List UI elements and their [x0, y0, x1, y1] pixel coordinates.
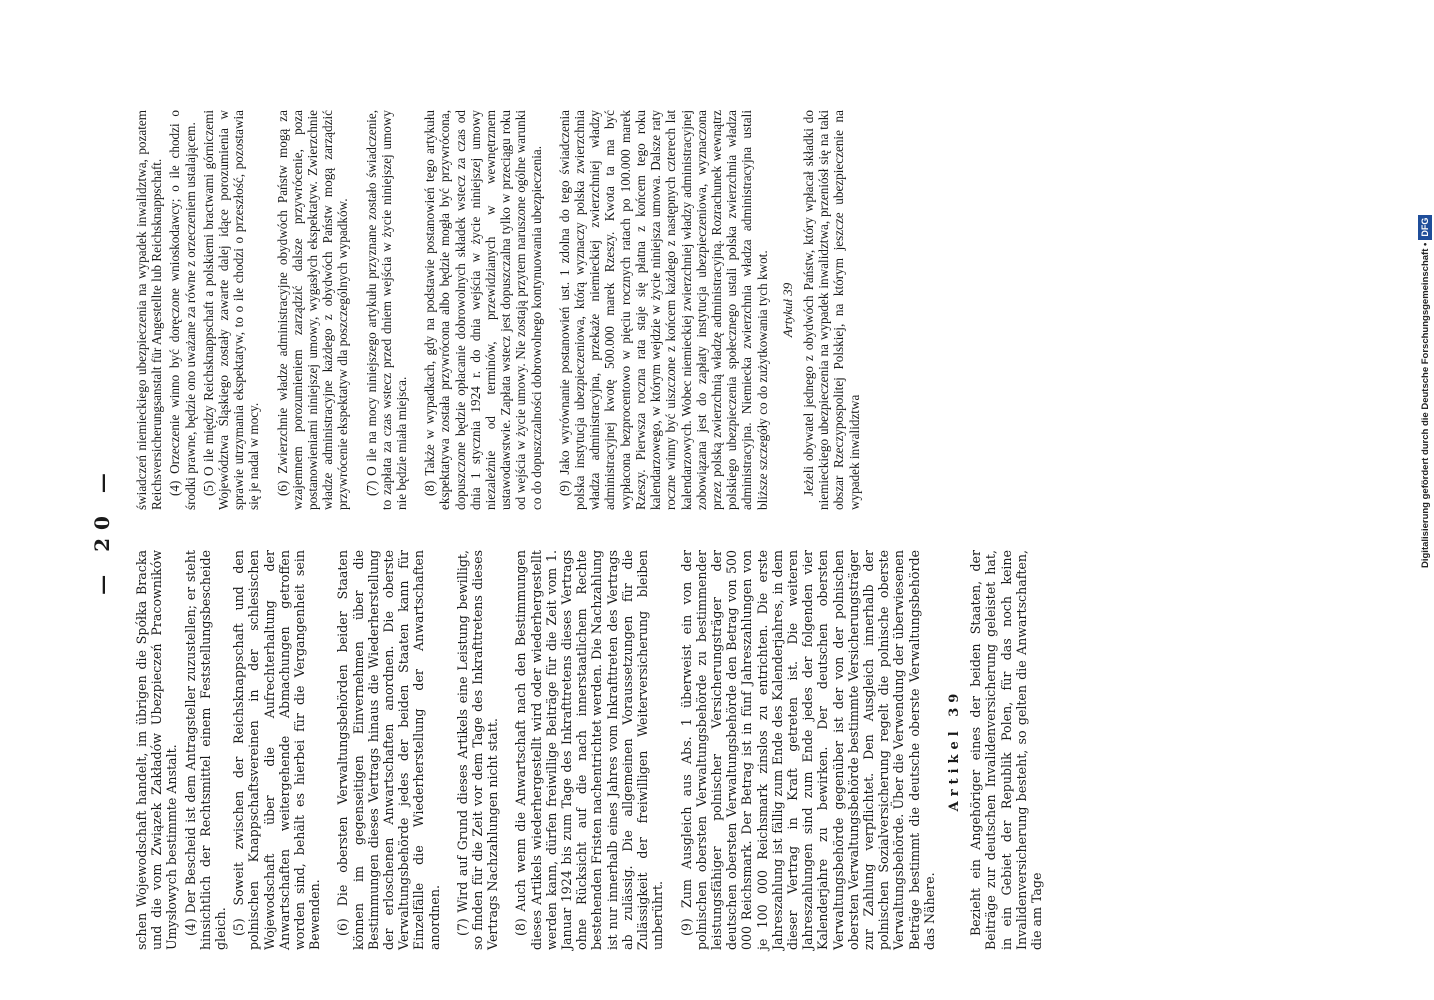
dfg-logo: DFG [1418, 215, 1432, 240]
paragraph-4: (4) Der Bescheid ist dem Antragsteller zuzustellen; er steht hinsichtlich der Rechtsmittel einem Feststellungsbescheide gleich. [182, 550, 229, 950]
polish-column [134, 110, 865, 510]
article-39-text: Bezieht ein Angehöriger eines der beiden Staaten, der Beiträge zur deutschen Invalidenversicherung geleistet hat, in ein Gebiet der Republik Polen, für das noch keine Invalidenversicherung besteht, so gelten die Anwartschaften, die am Tage [968, 550, 1044, 950]
article-heading: Artikel 39 [946, 688, 962, 812]
paragraph-continued: schen Wojewodschaft handelt, im übrigen die Spółka Bracka und die vom Związek Zakładów Ubezpieczeń Pracowników Umysłowych bestimmte Anstalt. [134, 550, 180, 950]
paragraph-6: (6) Die obersten Verwaltungsbehörden beider Staaten können im gegenseitigen Einvernehmen über die Bestimmungen dieses Vertrags hinaus die Wiederherstellung der erloschenen Anwartschaften anordnen. Die oberste Verwaltungsbehörde jedes der beiden Staaten kann für Einzelfälle die Wiederherstellung der Anwartschaften anordnen. [335, 550, 442, 950]
paragraph-4: (4) Orzeczenie winno być doręczone wnioskodawcy; o ile chodzi o środki prawne, będzie ono uważane za równe z orzeczeniem ustalającem. [167, 110, 198, 510]
dfg-credit [1418, 8, 1432, 568]
paragraph-8: (8) Także w wypadkach, gdy na podstawie postanowień tego artykułu ekspektatywa została przywrócona albo będzie mogła być przywrócona, dopuszczone będzie opłacanie dobrowolnych składek wstecz za czas od dnia 1 stycznia 1924 r. do dnia wejścia w życie niniejszej umowy niezależnie od terminów, przewidzianych w wewnętrznem ustawodawstwie. Zapłata wstecz jest dopuszczalna tylko w przeciągu roku od wejścia w życie umowy. Nie zostają przytem naruszone ogólne warunki co do dopuszczalności dobrowolnego kontynuowania ubezpieczenia. [422, 110, 544, 510]
paragraph-continued: świadczeń niemieckiego ubezpieczenia na wypadek inwalidztwa, pozatem Reichsversicherungsanstalt für Angestellte lub Reichsknappschaft. [134, 110, 165, 510]
article-39-text: Jeżeli obywatel jednego z obydwóch Państw, który wpłacał składki do niemieckiego ubezpieczenia na wypadek inwalidztwa, przeniósł się na taki obszar Rzeczypospolitej Polskiej, na którym jeszcze ubezpieczenie na wypadek inwalidztwa [800, 110, 862, 510]
paragraph-7: (7) Wird auf Grund dieses Artikels eine Leistung bewilligt, so finden für die Zeit vor dem Tage des Inkrafttretens dieses Vertrags Nachzahlungen nicht statt. [454, 550, 501, 950]
document-page [90, 110, 1270, 950]
digitization-sidebar [1418, 8, 1432, 568]
paragraph-7: (7) O ile na mocy niniejszego artykułu przyznane zostało świadczenie, to zapłata za czas wstecz przed dniem wejścia w życie niniejszej umowy nie będzie miała miejsca. [363, 110, 410, 510]
paragraph-6: (6) Zwierzchnie władze administracyjne obydwóch Państw mogą za wzajemnem porozumieniem zarządzić dalsze przywrócenie, poza postanowieniami niniejszej umowy, wygasłych ekspektatyw. Zwierzchnie władze administracyjne każdego z obydwóch Państw mogą zarządzić przywrócenie ekspektatyw dla poszczególnych wypadków. [274, 110, 351, 510]
article-heading: Artykuł 39 [779, 282, 795, 338]
credit-text: Digitalisierung gefördert durch die Deutsche Forschungsgemeinschaft • [1420, 242, 1431, 568]
paragraph-8: (8) Auch wenn die Anwartschaft nach den Bestimmungen dieses Artikels wiederhergestellt wird oder wiederhergestellt werden kann, dürfen freiwillige Beiträge für die Zeit vom 1. Januar 1924 bis zum Tage des Inkrafttretens dieses Vertrags ohne Rücksicht auf die nach innerstaatlichem Rechte bestehenden Fristen nachentrichtet werden. Die Nachzahlung ist nur innerhalb eines Jahres vom Inkrafttreten des Vertrags ab zulässig. Die allgemeinen Voraussetzungen für die Zulässigkeit der freiwilligen Weiterversicherung bleiben unberührt. [513, 550, 666, 950]
german-column [134, 550, 1047, 950]
paragraph-9: (9) Zum Ausgleich aus Abs. 1 überweist ein von der polnischen obersten Verwaltungsbehörde zu bestimmender leistungsfähiger polnischer Versicherungsträger der deutschen obersten Verwaltungsbehörde den Betrag von 500 000 Reichsmark. Der Betrag ist in fünf Jahreszahlungen von je 100 000 Reichsmark zinslos zu entrichten. Die erste Jahreszahlung ist fällig zum Ende des Kalenderjahres, in dem dieser Vertrag in Kraft getreten ist. Die weiteren Jahreszahlungen sind zum Ende jedes der folgenden vier Kalenderjahre zu bewirken. Der deutschen obersten Verwaltungsbehörde gegenüber ist der von der polnischen obersten Verwaltungsbehörde bestimmte Versicherungsträger zur Zahlung verpflichtet. Den Ausgleich innerhalb der polnischen Sozialversicherung regelt die polnische oberste Verwaltungsbehörde. Über die Verwendung der überwiesenen Beträge bestimmt die deutsche oberste Verwaltungsbehörde das Nähere. [678, 550, 937, 950]
page-number: — 20 — [90, 465, 114, 595]
paragraph-5: (5) Soweit zwischen der Reichsknappschaft und den polnischen Knappschaftsvereinen in der schlesischen Wojewodschaft über die Aufrechterhaltung der Anwartschaften weitergehende Abmachungen getroffen worden sind, behält es hierbei für die Vergangenheit sein Bewenden. [231, 550, 323, 950]
paragraph-9: (9) Jako wyrównanie postanowień ust. 1 zdolna do tego świadczenia polska instytucja ubezpieczeniowa, którą wyznaczy polska zwierzchnia władza administracyjna, przekaże niemieckiej zwierzchniej władzy administracyjnej kwotę 500.000 marek Rzeszy. Kwota ta ma być wypłacona bezprocentowo w pięciu rocznych ratach po 100.000 marek Rzeszy. Pierwsza roczna rata staje się płatna z końcem tego roku kalendarzowego, w którym wejdzie w życie niniejsza umowa. Dalsze raty roczne winny być uiszczone z końcem każdego z następnych czterech lat kalendarzowych. Wobec niemieckiej zwierzchniej władzy administracyjnej zobowiązana jest do zapłaty instytucja ubezpieczeniowa, wyznaczona przez polską zwierzchnią władzę administracyjną. Rozrachunek wewnątrz polskiego ubezpieczenia społecznego ustali polska zwierzchnia władza administracyjna. Niemiecka zwierzchnia władza administracyjna ustali bliższe szczegóły co do zużytkowania tych kwot. [556, 110, 770, 510]
paragraph-5: (5) O ile między Reichsknappschaft a polskiemi bractwami górniczemi Województwa Śląskiego zostały zawarte dalej idące porozumienia w sprawie utrzymania ekspektatyw, to o ile chodzi o przeszłość, pozostawia się je nadal w mocy. [200, 110, 262, 510]
